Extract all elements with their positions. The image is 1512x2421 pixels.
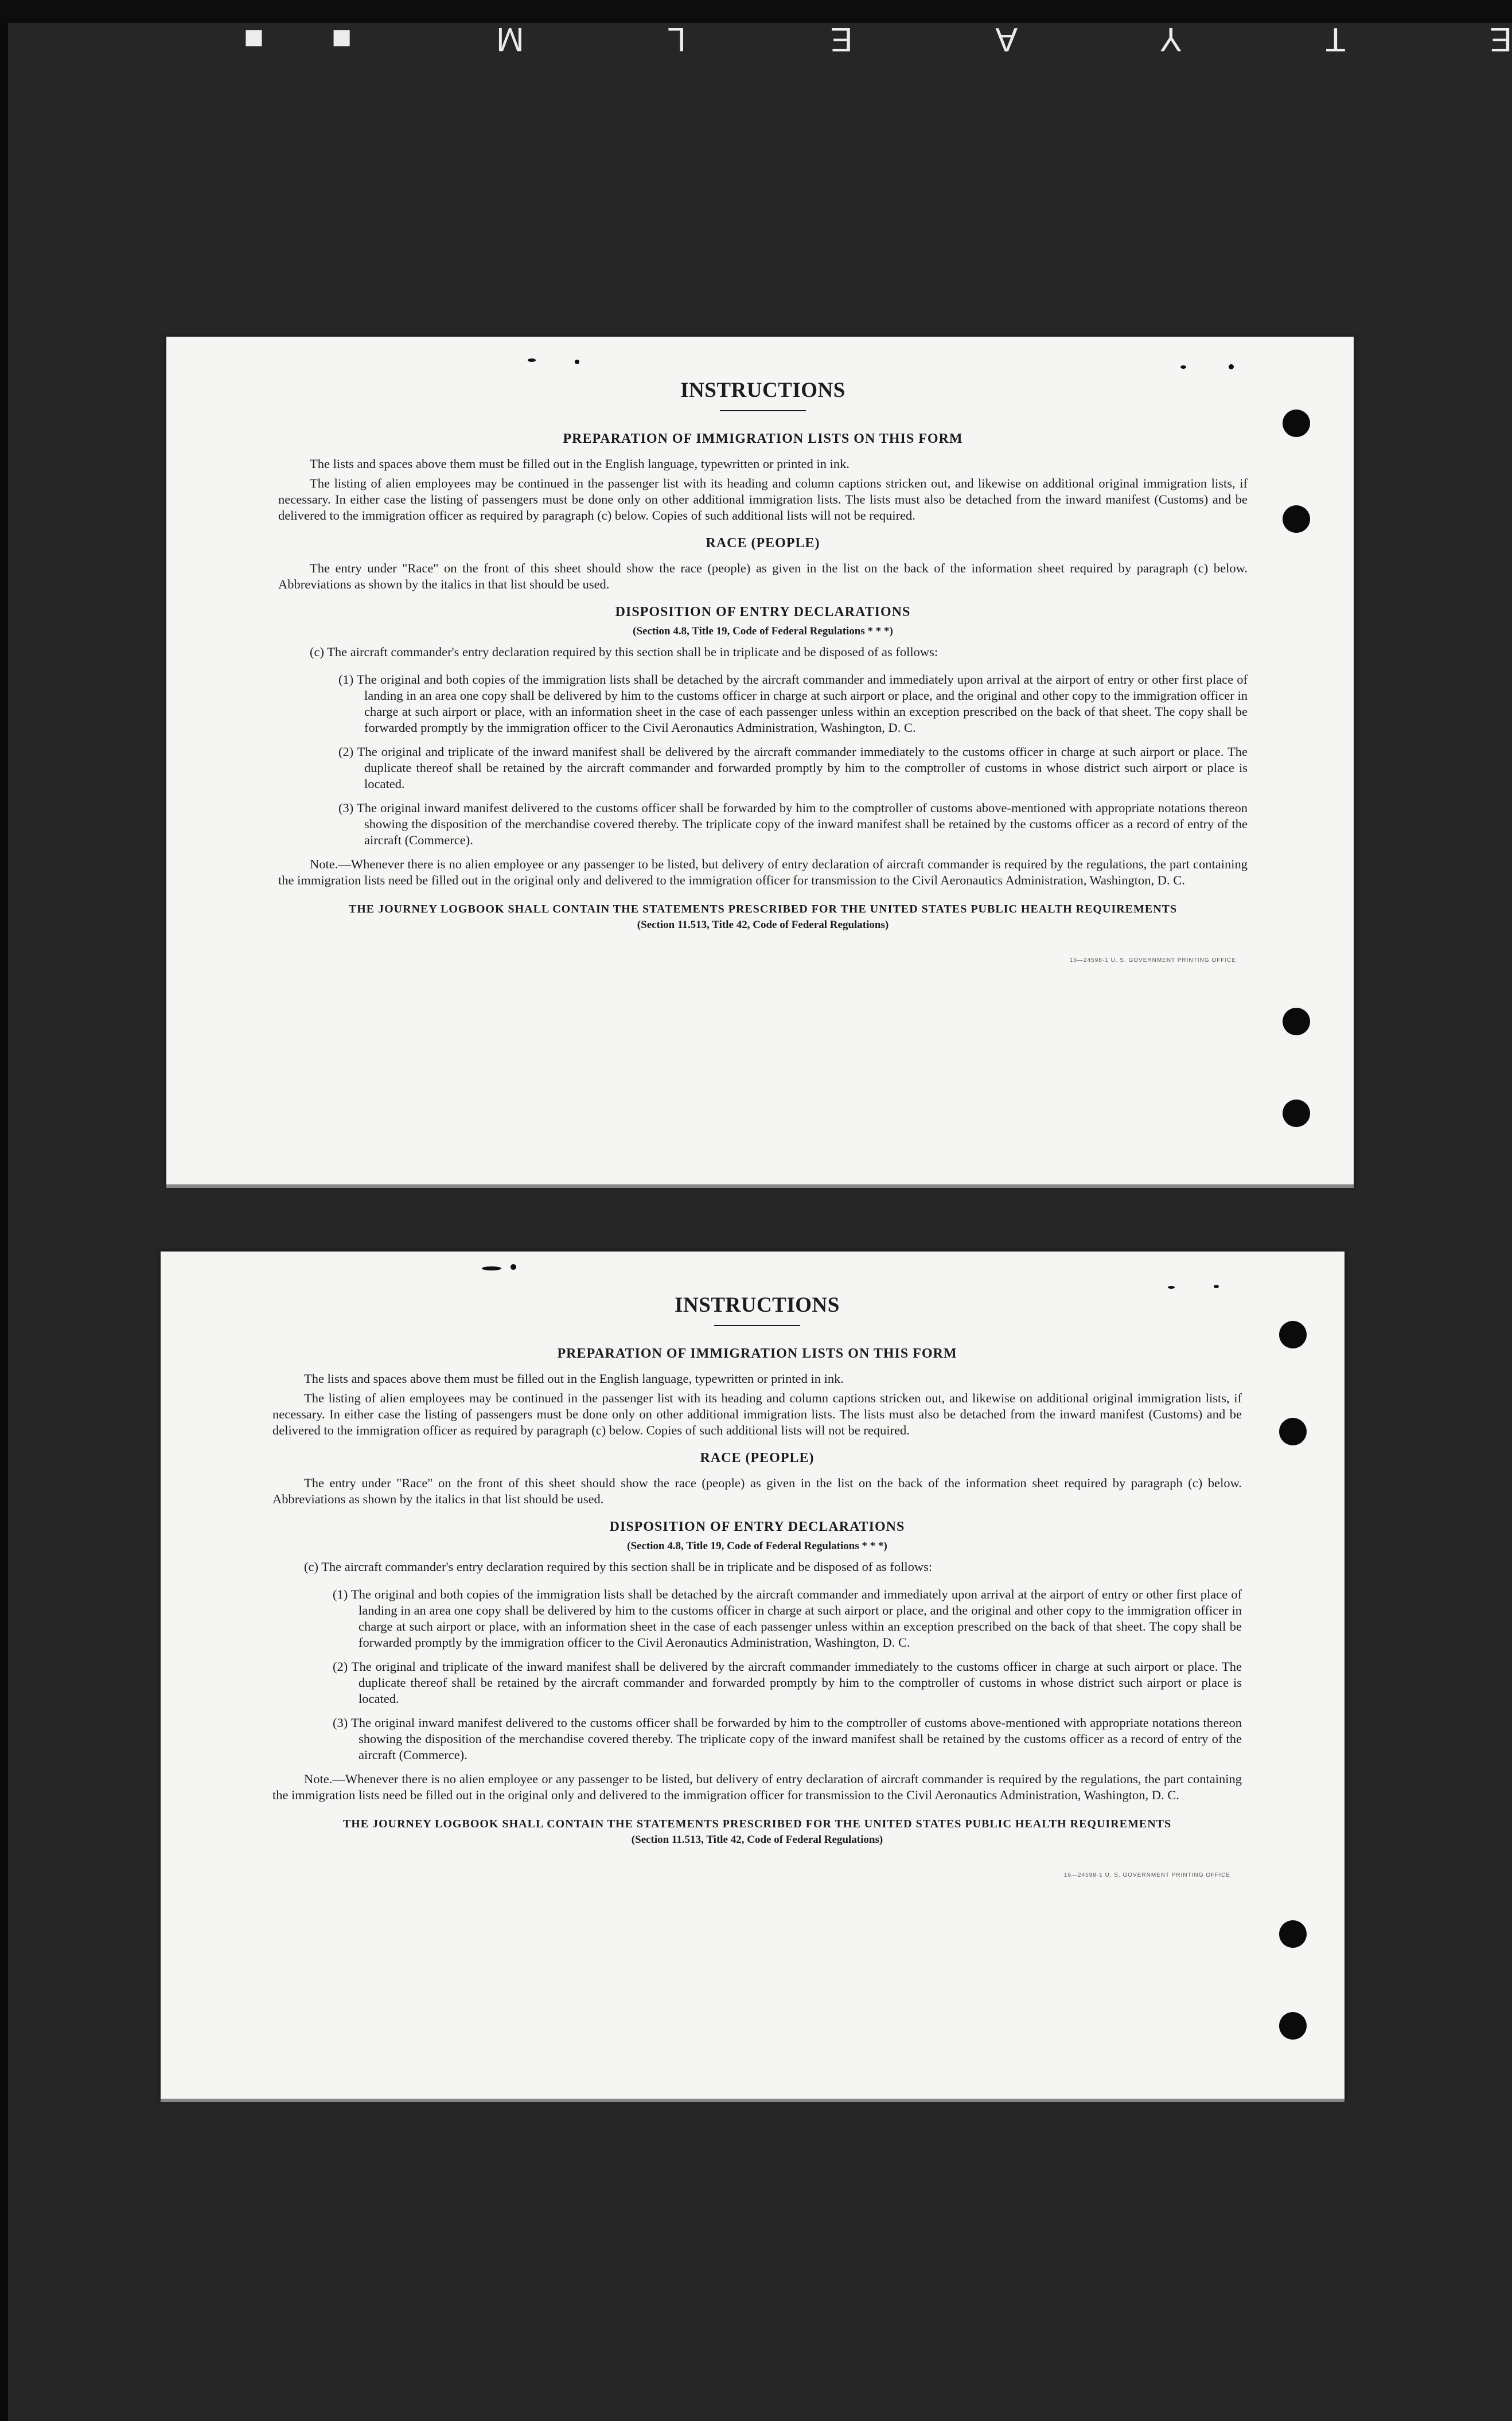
paragraph-race: The entry under "Race" on the front of this sheet should show the race (people) as given in the list on the back of the information sheet required by paragraph (c) below. Abbreviations as shown by the italics in that list should be used. — [272, 1476, 1242, 1506]
section-heading-race: RACE (PEOPLE) — [700, 1451, 815, 1465]
list-item: (3) The original inward manifest delivered to the customs officer shall be forwarded by him to the comptroller of customs above-mentioned with appropriate notations thereon showing the disposition of the merchandise covered thereby. The triplicate copy of the inward manifest shall be retained by the customs officer as a record of entry of the aircraft (Commerce). — [338, 801, 1248, 847]
paragraph-alien-employees: The listing of alien employees may be continued in the passenger list with its heading and column captions stricken out, and likewise on additional original immigration lists, if necessary. In either case the listing of passengers must be done only on other additional immigration lists. The lists must also be detached from the inward manifest (Customs) and be delivered to the immigration officer as required by paragraph (c) below. Copies of such additional lists will not be required. — [272, 1391, 1242, 1437]
binder-hole — [1283, 1008, 1310, 1035]
note-paragraph: Note.—Whenever there is no alien employee or any passenger to be listed, but delivery of entry declaration of aircraft commander is required by the regulations, the part containing the immigration lists need be filled out in the original only and delivered to the immigration officer for transmission to the Civil Aeronautics Administration, Washington, D. C. — [272, 1772, 1242, 1802]
instruction-sheet-top — [166, 337, 1354, 1184]
dust-speck — [482, 1266, 501, 1270]
printer-code: 16—24598-1 U. S. GOVERNMENT PRINTING OFFICE — [1069, 957, 1236, 964]
dust-speck — [511, 1264, 516, 1270]
paragraph-english-language: The lists and spaces above them must be filled out in the English language, typewritten or printed in ink. — [304, 1371, 844, 1386]
section-heading-preparation: PREPARATION OF IMMIGRATION LISTS ON THIS FORM — [563, 431, 963, 446]
sheet-edge — [161, 2099, 1345, 2102]
footer-citation: (Section 11.513, Title 42, Code of Federal Regulations) — [631, 1834, 883, 1846]
binder-hole — [1283, 505, 1310, 533]
paragraph-english-language: The lists and spaces above them must be filled out in the English language, typewritten or printed in ink. — [310, 457, 850, 471]
dust-speck — [1229, 364, 1234, 369]
footer-citation: (Section 11.513, Title 42, Code of Federal Regulations) — [637, 919, 889, 931]
film-frame-border — [0, 23, 8, 2421]
note-paragraph: Note.—Whenever there is no alien employee or any passenger to be listed, but delivery of entry declaration of aircraft commander is required by the regulations, the part containing the immigration lists need be filled out in the original only and delivered to the immigration officer for transmission to the Civil Aeronautics Administration, Washington, D. C. — [278, 857, 1248, 887]
section-heading-race: RACE (PEOPLE) — [706, 536, 820, 551]
instructions-content — [272, 1293, 1242, 1884]
list-item: (1) The original and both copies of the immigration lists shall be detached by the aircraft commander and immediately upon arrival at the airport of entry or other first place of landing in an area one copy shall be delivered by him to the customs officer in charge at such airport or place, and the original and other copy to the immigration officer in charge at such airport or place, with an information sheet in the case of each passenger unless within an exception prescribed on the back of that sheet. The copy shall be forwarded promptly by the immigration officer to the Civil Aeronautics Administration, Washington, D. C. — [333, 1587, 1242, 1650]
page-title: INSTRUCTIONS — [680, 379, 845, 402]
section-heading-disposition: DISPOSITION OF ENTRY DECLARATIONS — [609, 1519, 905, 1534]
footer-requirements: THE JOURNEY LOGBOOK SHALL CONTAIN THE STATEMENTS PRESCRIBED FOR THE UNITED STATES PUBLIC HEALTH REQUIREMENTS — [342, 1818, 1172, 1830]
footer-requirements: THE JOURNEY LOGBOOK SHALL CONTAIN THE STATEMENTS PRESCRIBED FOR THE UNITED STATES PUBLIC HEALTH REQUIREMENTS — [348, 903, 1178, 915]
dust-speck — [1168, 1286, 1175, 1289]
section-heading-preparation: PREPARATION OF IMMIGRATION LISTS ON THIS FORM — [557, 1346, 957, 1361]
binder-hole — [1283, 410, 1310, 437]
binder-hole — [1279, 2012, 1307, 2040]
title-underline — [714, 1325, 800, 1326]
paragraph-alien-employees: The listing of alien employees may be continued in the passenger list with its heading and column captions stricken out, and likewise on additional original immigration lists, if necessary. In either case the listing of passengers must be done only on other additional immigration lists. The lists must also be detached from the inward manifest (Customs) and be delivered to the immigration officer as required by paragraph (c) below. Copies of such additional lists will not be required. — [278, 476, 1248, 523]
sheet-edge — [166, 1184, 1354, 1188]
list-item: (3) The original inward manifest delivered to the customs officer shall be forwarded by him to the comptroller of customs above-mentioned with appropriate notations thereon showing the disposition of the merchandise covered thereby. The triplicate copy of the inward manifest shall be retained by the customs officer as a record of entry of the aircraft (Commerce). — [333, 1716, 1242, 1762]
printer-code: 16—24598-1 U. S. GOVERNMENT PRINTING OFFICE — [1063, 1872, 1230, 1878]
list-item: (1) The original and both copies of the immigration lists shall be detached by the aircraft commander and immediately upon arrival at the airport of entry or other first place of landing in an area one copy shall be delivered by him to the customs officer in charge at such airport or place, and the original and other copy to the immigration officer in charge at such airport or place, with an information sheet in the case of each passenger unless within an exception prescribed on the back of that sheet. The copy shall be forwarded promptly by the immigration officer to the Civil Aeronautics Administration, Washington, D. C. — [338, 672, 1248, 735]
binder-hole — [1279, 1418, 1307, 1445]
title-underline — [720, 410, 806, 411]
dust-speck — [528, 358, 536, 362]
paragraph-c: (c) The aircraft commander's entry declaration required by this section shall be in triplicate and be disposed of as follows: — [304, 1560, 933, 1574]
dust-speck — [1180, 365, 1186, 369]
binder-hole — [1279, 1920, 1307, 1948]
film-edge-markings: E T Y A E L M ■■ — [176, 21, 1512, 58]
paragraph-race: The entry under "Race" on the front of this sheet should show the race (people) as given in the list on the back of the information sheet required by paragraph (c) below. Abbreviations as shown by the italics in that list should be used. — [278, 561, 1248, 591]
section-citation: (Section 4.8, Title 19, Code of Federal Regulations * * *) — [633, 625, 893, 637]
paragraph-c: (c) The aircraft commander's entry declaration required by this section shall be in triplicate and be disposed of as follows: — [310, 645, 938, 659]
binder-hole — [1279, 1321, 1307, 1348]
section-citation: (Section 4.8, Title 19, Code of Federal Regulations * * *) — [627, 1540, 887, 1552]
section-heading-disposition: DISPOSITION OF ENTRY DECLARATIONS — [615, 605, 911, 619]
dust-speck — [575, 360, 579, 364]
dust-speck — [1214, 1285, 1219, 1288]
instructions-content — [278, 378, 1248, 969]
instruction-sheet-bottom — [161, 1252, 1345, 2099]
binder-hole — [1283, 1100, 1310, 1127]
list-item: (2) The original and triplicate of the inward manifest shall be delivered by the aircraft commander immediately to the customs officer in charge at such airport or place. The duplicate thereof shall be retained by the aircraft commander and forwarded promptly by him to the comptroller of customs in whose district such airport or place is located. — [333, 1659, 1242, 1706]
page-title: INSTRUCTIONS — [675, 1293, 840, 1317]
list-item: (2) The original and triplicate of the inward manifest shall be delivered by the aircraft commander immediately to the customs officer in charge at such airport or place. The duplicate thereof shall be retained by the aircraft commander and forwarded promptly by him to the comptroller of customs in whose district such airport or place is located. — [338, 744, 1248, 791]
